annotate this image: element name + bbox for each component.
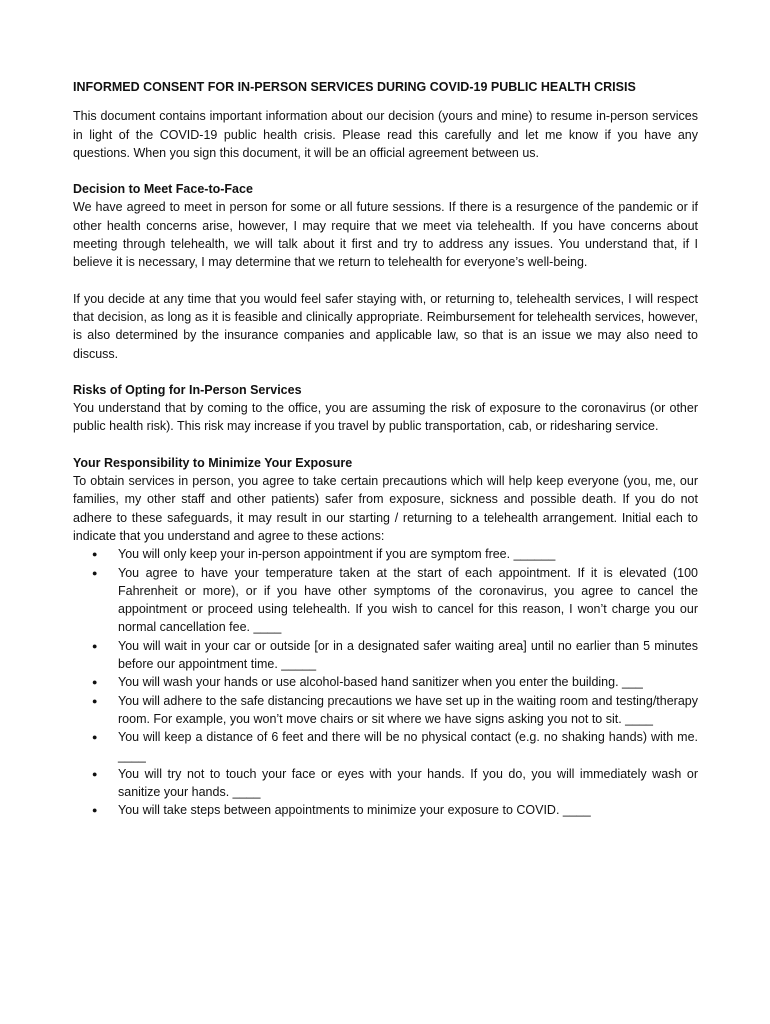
list-item: ● You agree to have your temperature taken at the start of each appointment. If it is elevated (100 Fahrenheit or more), or if you have other symptoms of the coronavirus, you agree to cancel the appointment or proceed using telehealth. If you wish to cancel for this reason, I won’t charge you our normal cancellation fee. ____ [118, 564, 698, 637]
list-item: ● You will try not to touch your face or eyes with your hands. If you do, you will immediately wash or sanitize your hands. ____ [118, 765, 698, 802]
document-title: INFORMED CONSENT FOR IN-PERSON SERVICES DURING COVID-19 PUBLIC HEALTH CRISIS [73, 80, 636, 94]
list-item: ● You will take steps between appointments to minimize your exposure to COVID. ____ [118, 801, 698, 819]
document-body [73, 78, 698, 820]
section-heading-decision: Decision to Meet Face-to-Face [73, 182, 253, 197]
list-item: ● You will wash your hands or use alcohol-based hand sanitizer when you enter the building. ___ [118, 673, 698, 691]
section-heading-risks: Risks of Opting for In-Person Services [73, 382, 302, 397]
risks-paragraph: You understand that by coming to the office, you are assuming the risk of exposure to the coronavirus (or other public health risk). This risk may increase if you travel by public transportation, cab, or ridesharing service. [73, 401, 698, 434]
precautions-list [73, 545, 698, 819]
decision-paragraph-1: We have agreed to meet in person for some or all future sessions. If there is a resurgence of the pandemic or if other health concerns arise, however, I may require that we meet via telehealth. If you have concerns about meeting through telehealth, we will talk about it first and try to address any issues. You understand that, if I believe it is necessary, I may determine that we return to telehealth for everyone’s well-being. [73, 200, 698, 270]
decision-paragraph-2: If you decide at any time that you would feel safer staying with, or returning to, telehealth services, I will respect that decision, as long as it is feasible and clinically appropriate. Reimbursement for telehealth services, however, is also determined by the insurance companies and applicable law, so that is an issue we may also need to discuss. [73, 291, 698, 361]
list-item: ● You will adhere to the safe distancing precautions we have set up in the waiting room and testing/therapy room. For example, you won’t move chairs or sit where we have signs asking you not to sit. ____ [118, 692, 698, 729]
responsibility-paragraph: To obtain services in person, you agree to take certain precautions which will help keep everyone (you, me, our families, my other staff and other patients) safer from exposure, sickness and possible death. If you do not adhere to these safeguards, it may result in our starting / returning to a telehealth arrangement. Initial each to indicate that you understand and agree to these actions: [73, 474, 698, 543]
section-heading-responsibility: Your Responsibility to Minimize Your Exposure [73, 455, 353, 470]
list-item: ● You will keep a distance of 6 feet and there will be no physical contact (e.g. no shaking hands) with me. ____ [118, 728, 698, 765]
list-item: ● You will wait in your car or outside [or in a designated safer waiting area] until no earlier than 5 minutes before our appointment time. _____ [118, 637, 698, 674]
list-item: ● You will only keep your in-person appointment if you are symptom free. ______ [118, 545, 698, 563]
intro-paragraph: This document contains important information about our decision (yours and mine) to resume in-person services in light of the COVID-19 public health crisis. Please read this carefully and let me know if you have any questions. When you sign this document, it will be an official agreement between us. [73, 109, 698, 160]
